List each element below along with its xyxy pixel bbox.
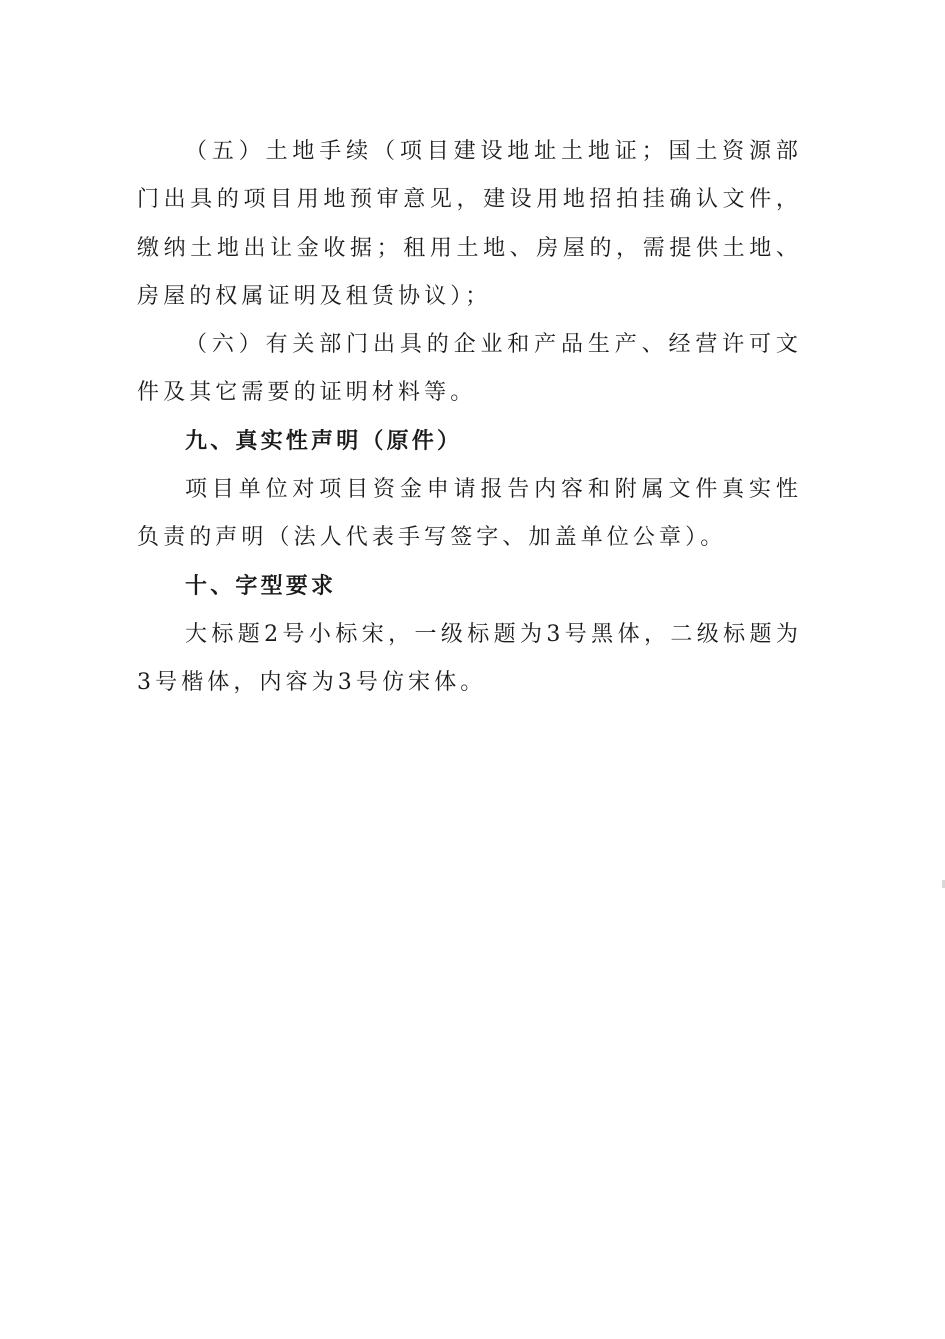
paragraph-land-procedures: （五）土地手续（项目建设地址土地证；国土资源部门出具的项目用地预审意见，建设用地招拍挂确认文件，缴纳土地出让金收据；租用土地、房屋的，需提供土地、房屋的权属证明及租赁协议）； [137, 139, 802, 309]
paragraph-permits: （六）有关部门出具的企业和产品生产、经营许可文件及其它需要的证明材料等。 [137, 332, 802, 406]
paragraph-font-requirements: 大标题2号小标宋，一级标题为3号黑体，二级标题为3号楷体，内容为3号仿宋体。 [137, 621, 802, 696]
section-heading-authenticity: 九、真实性声明（原件） [185, 428, 463, 454]
document-body [137, 128, 802, 708]
paragraph-authenticity-statement: 项目单位对项目资金申请报告内容和附属文件真实性负责的声明（法人代表手写签字、加盖单位公章）。 [137, 477, 802, 551]
section-heading-font-requirements: 十、字型要求 [185, 573, 337, 599]
